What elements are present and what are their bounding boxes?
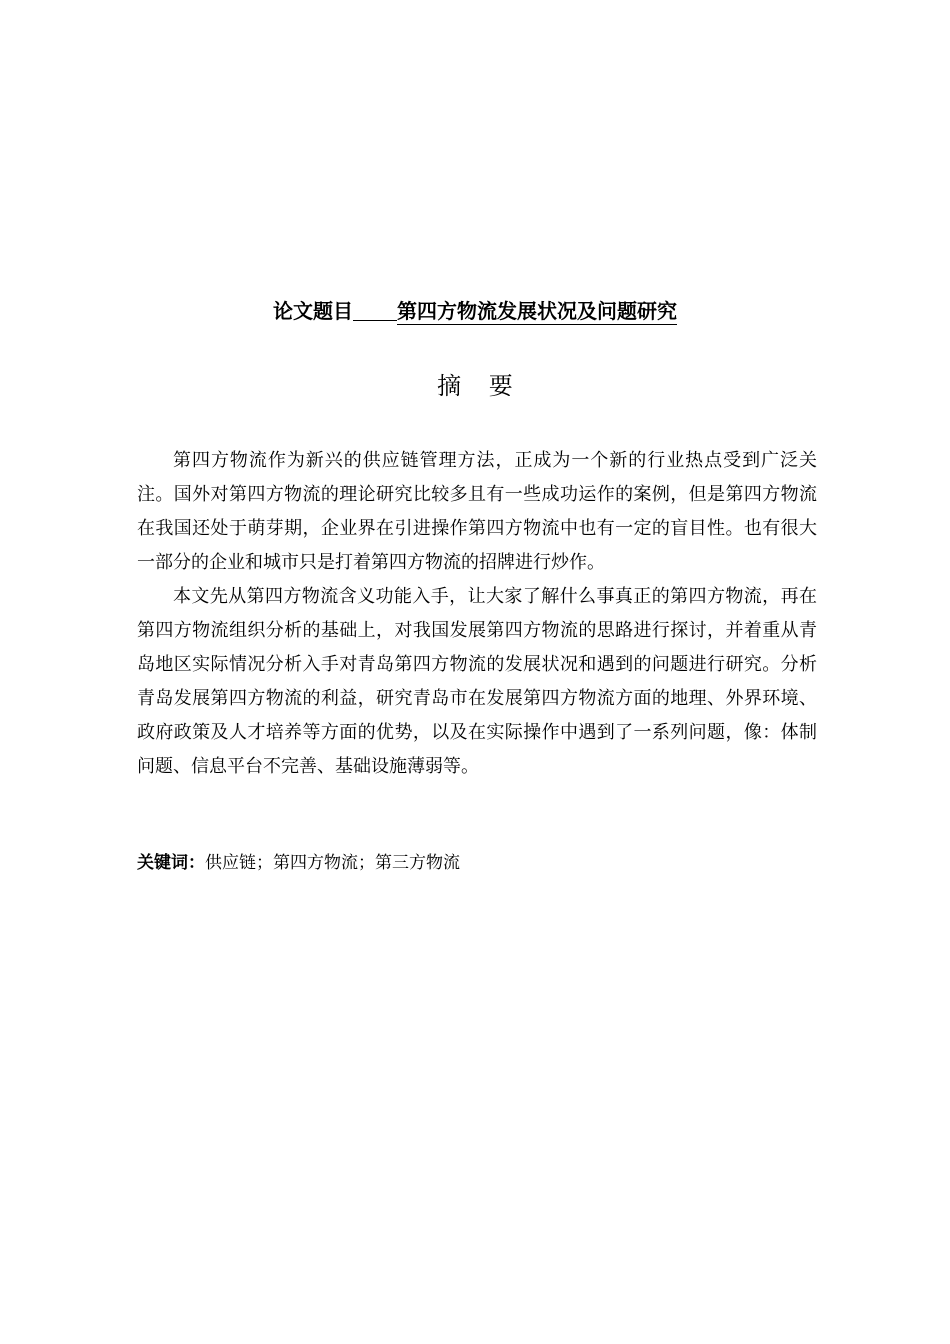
title-underline-gap: [353, 298, 397, 321]
abstract-paragraph: 第四方物流作为新兴的供应链管理方法，正成为一个新的行业热点受到广泛关注。国外对第四方物流的理论研究比较多且有一些成功运作的案例，但是第四方物流在我国还处于萌芽期，企业界在引进操作第四方物流中也有一定的盲目性。也有很大一部分的企业和城市只是打着第四方物流的招牌进行炒作。: [137, 450, 817, 573]
keywords-line: [137, 846, 460, 880]
abstract-body: [137, 444, 817, 784]
abstract-heading: 摘 要: [437, 372, 523, 400]
keywords-values: 供应链；第四方物流；第三方物流: [205, 853, 460, 873]
abstract-paragraph: 本文先从第四方物流含义功能入手，让大家了解什么事真正的第四方物流，再在第四方物流组织分析的基础上，对我国发展第四方物流的思路进行探讨，并着重从青岛地区实际情况分析入手对青岛第四方物流的发展状况和遇到的问题进行研究。分析青岛发展第四方物流的利益，研究青岛市在发展第四方物流方面的地理、外界环境、政府政策及人才培养等方面的优势，以及在实际操作中遇到了一系列问题，像：体制问题、信息平台不完善、基础设施薄弱等。: [137, 586, 817, 777]
thesis-title-label: 论文题目: [273, 299, 353, 323]
keywords-label: 关键词：: [137, 853, 205, 873]
thesis-title: 第四方物流发展状况及问题研究: [397, 299, 677, 323]
thesis-title-line: [0, 296, 950, 326]
